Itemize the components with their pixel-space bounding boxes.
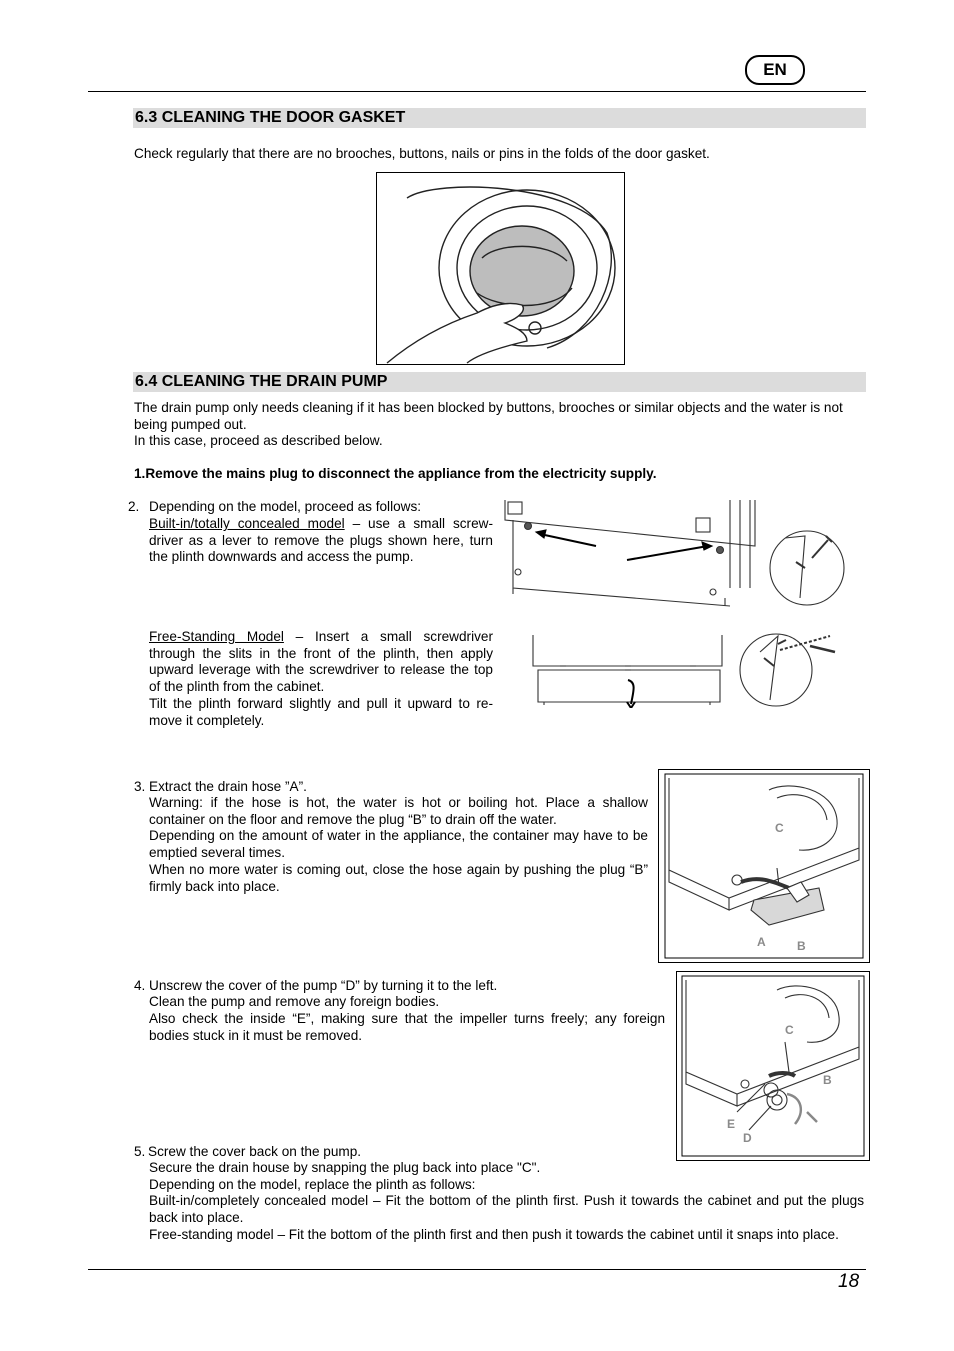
step-3-line-1: Extract the drain hose ”A”. <box>149 779 307 794</box>
freestanding-model-label: Free-Standing Model <box>149 629 284 644</box>
fig4-label-d: D <box>743 1131 752 1145</box>
freestanding-model-text-2: Tilt the plinth forward slightly and pull it upward to re-move it completely. <box>149 696 493 728</box>
door-gasket-illustration <box>376 172 625 365</box>
footer-rule <box>88 1269 866 1270</box>
builtin-model-label: Built-in/totally concealed model <box>149 516 345 531</box>
step-5-line-4: Built-in/completely concealed model – Fit the bottom of the plinth first. Push it towards the cabinet and put the plugs back into place. <box>149 1193 864 1225</box>
builtin-model-text <box>149 516 493 566</box>
step-4-line-3: Also check the inside “E”, making sure that the impeller turns freely; any foreign bodies stuck in it must be removed. <box>149 1011 665 1043</box>
drain-hose-illustration <box>658 769 870 963</box>
step-5-line-5: Free-standing model – Fit the bottom of the plinth first and then push it towards the cabinet until it snaps into place. <box>149 1227 839 1242</box>
drain-pump-intro: The drain pump only needs cleaning if it has been blocked by buttons, brooches or similar objects and the water is not being pumped out. <box>134 400 843 432</box>
step-3-line-4: When no more water is coming out, close the hose again by pushing the plug “B” firmly back into place. <box>149 862 648 894</box>
section-title-drain-pump: 6.4 CLEANING THE DRAIN PUMP <box>133 372 866 392</box>
door-gasket-text: Check regularly that there are no brooches, buttons, nails or pins in the folds of the door gasket. <box>134 146 710 161</box>
fig4-label-b: B <box>823 1073 832 1087</box>
step-5-line-2: Secure the drain house by snapping the plug back into place "C". <box>149 1160 541 1175</box>
fig3-label-b: B <box>797 939 806 953</box>
language-badge: EN <box>745 55 805 85</box>
step-5-line-3: Depending on the model, replace the plinth as follows: <box>149 1177 476 1192</box>
step-4-line-2: Clean the pump and remove any foreign bodies. <box>149 994 440 1009</box>
step-4-line-1: Unscrew the cover of the pump “D” by turning it to the left. <box>149 978 498 993</box>
builtin-plinth-illustration <box>500 498 850 610</box>
step-2-intro: Depending on the model, proceed as follows: <box>149 499 422 514</box>
step-5-line-1: Screw the cover back on the pump. <box>148 1144 362 1159</box>
step-4-number: 4. <box>134 978 146 993</box>
fig4-label-e: E <box>727 1117 736 1131</box>
page-number: 18 <box>838 1271 860 1292</box>
step-3-number: 3. <box>134 779 146 794</box>
step-3-line-3: Depending on the amount of water in the appliance, the container may have to be emptied several times. <box>149 828 648 860</box>
header-rule <box>88 91 866 92</box>
step-1-number: 1. <box>134 466 146 481</box>
fig4-label-c: C <box>785 1023 794 1037</box>
drain-pump-intro-2: In this case, proceed as described below. <box>134 433 383 448</box>
freestanding-model-description: – Insert a small screwdriver through the slits in the front of the plinth, then apply upward leverage with the screwdriver to release the top of the plinth from the cabinet. <box>149 629 493 694</box>
pump-cover-illustration <box>676 971 870 1161</box>
step-1 <box>134 466 865 483</box>
section-title-door-gasket: 6.3 CLEANING THE DOOR GASKET <box>133 108 866 128</box>
fig3-label-a: A <box>757 935 766 949</box>
freestanding-model-text <box>149 629 493 695</box>
freestanding-plinth-illustration <box>530 632 840 708</box>
fig3-label-c: C <box>775 821 784 835</box>
step-3-line-2: Warning: if the hose is hot, the water is hot or boiling hot. Place a shallow container on the floor and remove the plug “B” to drain off the water. <box>149 795 648 827</box>
step-1-text: Remove the mains plug to disconnect the appliance from the electricity supply. <box>145 466 657 481</box>
step-5-number: 5. <box>134 1144 146 1159</box>
builtin-model-description: – use a small screw-driver as a lever to remove the plugs shown here, turn the plinth downwards and access the pump. <box>149 516 493 565</box>
step-2-number: 2. <box>128 499 140 514</box>
